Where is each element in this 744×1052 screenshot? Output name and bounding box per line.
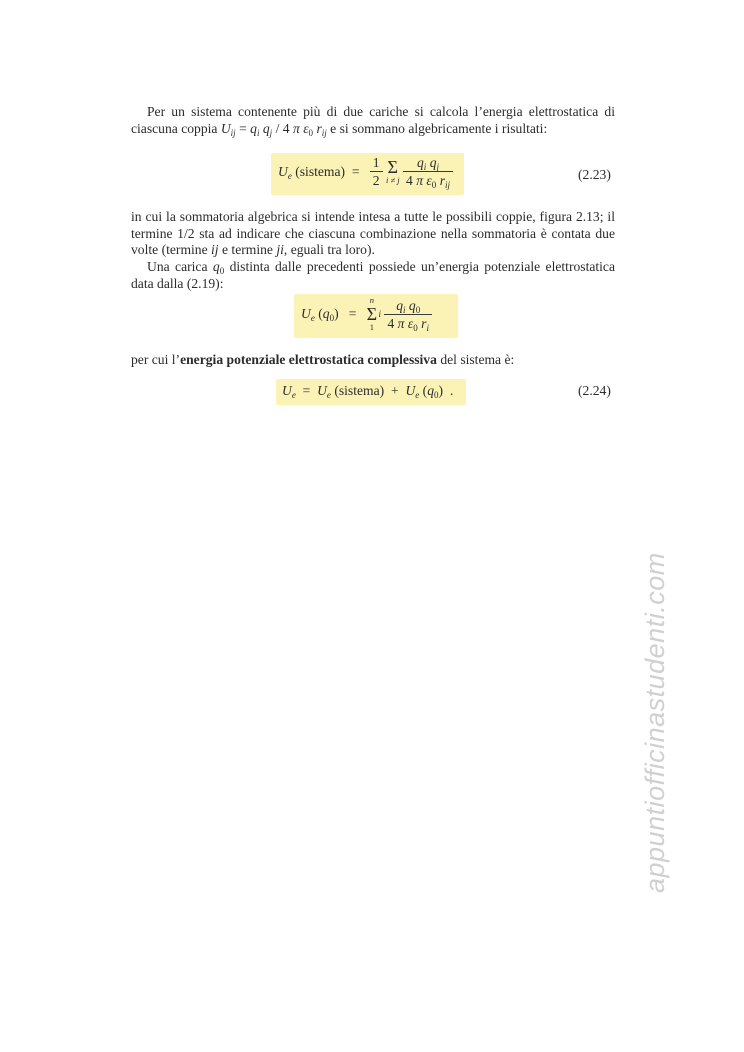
paragraph-extra-charge: Una carica $q_0$ distinta dalle precedenti possiede un’energia potenziale elettrostatica data dalla (2.19): [131,259,615,291]
term-ji: ji [276,242,284,257]
fraction-coulomb: $\frac{q_i q_j}{4 \pi \varepsilon_0 r_{ij}}$ [403,155,453,188]
summation-symbol: Σ i ≠ j [385,157,400,185]
paragraph-intro-suffix: e si sommano algebricamente i risultati: [330,120,548,136]
equation-2-24-number: (2.24) [578,383,611,398]
paragraph-intro-text: Per un sistema contenente più di due cariche si calcola l’energia elettrostatica di ciascuna coppia [131,104,615,136]
equation-2-23-label: (sistema) [295,163,346,179]
summation-symbol: n Σ 1 [366,295,378,332]
paragraph-total-energy [131,352,615,369]
fraction-coulomb-q0: $\frac{q_i q_0}{4 \pi \varepsilon_0 r_i}$ [384,298,432,331]
paragraph-sum-note-mid: e termine [222,242,273,257]
paragraph-sum-note-end: , eguali tra loro). [283,242,375,257]
paragraph-extra-charge-suffix: distinta dalle precedenti possiede un’energia potenziale elettrostatica data dalla (2.19): [131,259,615,291]
equation-2-23: $U_e$ (sistema) = $\frac{1}{2}$ Σ i ≠ j $\frac{q_i q_j}{4 \pi \varepsilon_0 r_{ij}}$ [278,155,453,188]
paragraph-total-energy-prefix: per cui l’ [131,352,181,367]
paragraph-sum-note [131,209,615,259]
equation-2-23-number: (2.23) [578,167,611,182]
equation-2-24: $U_e = U_e$ (sistema) + $U_e$ $(q_0)$ . [282,383,454,400]
fraction-one-half: $\frac{1}{2}$ [370,155,383,188]
paragraph-total-energy-suffix: del sistema è: [440,352,515,367]
bold-term: energia potenziale elettrostatica complessiva [180,352,437,367]
equation-2-24-label: (sistema) [334,383,385,398]
term-ij: ij [211,242,219,257]
watermark-text: appuntiofficinastudenti.com [640,552,670,893]
paragraph-sum-note-text: in cui la sommatoria algebrica si intende intesa a tutte le possibili coppie, figura 2.13; il termine 1/2 sta ad indicare che ciascuna combinazione nella sommatoria è contata due volte (termine [131,209,615,257]
paragraph-intro [131,104,615,137]
equation-q0-energy: $U_e$ $(q_0)$ = n Σ 1 i $\frac{q_i q_0}{4 \pi \varepsilon_0 r_i}$ [301,296,432,332]
paragraph-extra-charge-prefix: Una carica [147,259,208,274]
pair-energy-formula: $U_{ij} = q_i$ $q_j / 4$ π $\varepsilon_0$ $r_{ij}$ [220,120,327,138]
